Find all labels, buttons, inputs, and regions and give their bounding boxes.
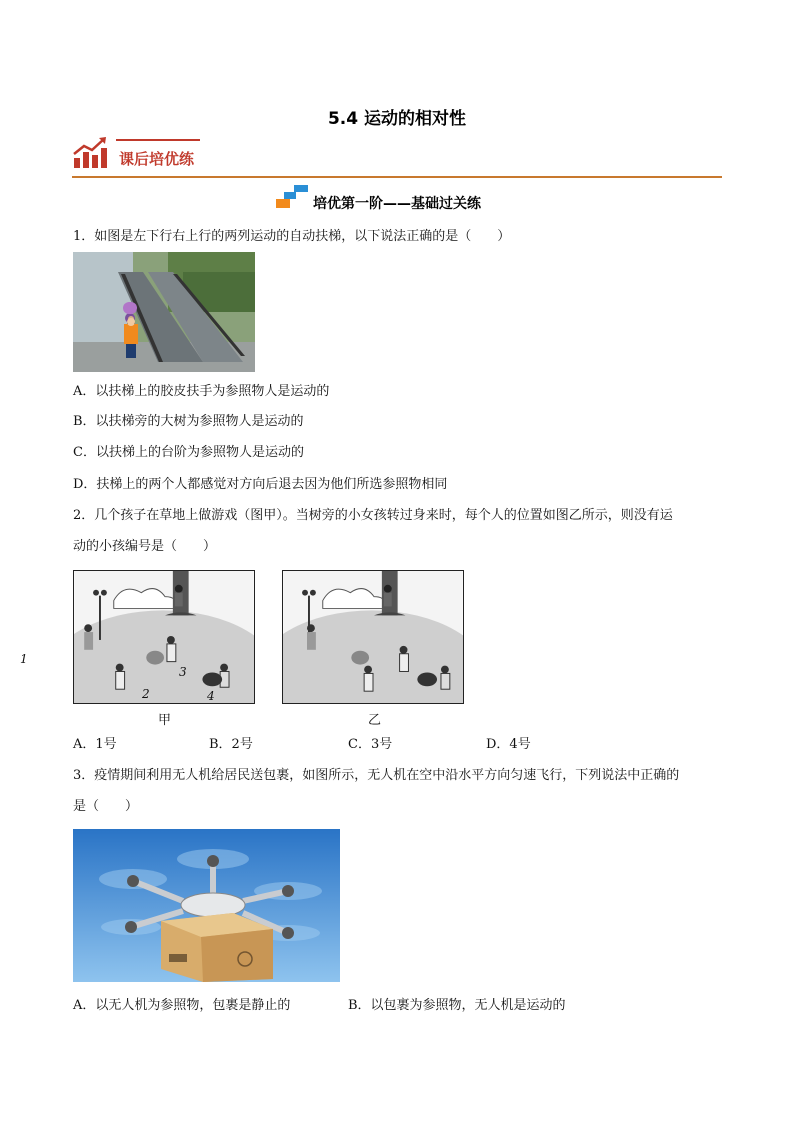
section-divider — [72, 176, 722, 178]
q2-option-d: D．4号 — [486, 737, 531, 752]
q2-stem-line1: 2．几个孩子在草地上做游戏（图甲）。当树旁的小女孩转过身来时，每个人的位置如图乙所示，则没有运 — [73, 508, 673, 523]
q1-option-d: D．扶梯上的两个人都感觉对方向后退去因为他们所选参照物相同 — [73, 477, 448, 492]
playground-figure-jia — [73, 570, 255, 704]
fig1-number-1: 1 — [20, 652, 28, 666]
section-top-line — [116, 139, 200, 141]
fig1-number-3: 3 — [179, 665, 187, 679]
q1-option-b: B．以扶梯旁的大树为参照物人是运动的 — [73, 414, 304, 429]
chart-growth-icon — [72, 136, 108, 170]
q2-option-c: C．3号 — [348, 737, 393, 752]
fig1-number-2: 2 — [142, 687, 150, 701]
fig1-caption: 甲 — [158, 713, 172, 728]
fig2-caption: 乙 — [368, 713, 382, 728]
q1-stem: 1．如图是左下行右上行的两列运动的自动扶梯，以下说法正确的是（ ） — [73, 229, 511, 244]
q1-option-c: C．以扶梯上的台阶为参照物人是运动的 — [73, 445, 304, 460]
section-label: 课后培优练 — [119, 150, 195, 168]
q3-option-b: B．以包裹为参照物，无人机是运动的 — [348, 998, 566, 1013]
stairs-icon — [276, 183, 310, 209]
q1-option-a: A．以扶梯上的胶皮扶手为参照物人是运动的 — [73, 384, 330, 399]
subsection-label: 培优第一阶——基础过关练 — [313, 196, 481, 212]
playground-figure-yi — [282, 570, 464, 704]
q3-stem-line2: 是（ ） — [73, 799, 139, 814]
q2-option-b: B．2号 — [209, 737, 253, 752]
q2-option-a: A．1号 — [73, 737, 117, 752]
page-title: 5.4 运动的相对性 — [327, 109, 467, 129]
drone-package-photo — [73, 829, 340, 982]
q3-stem-line1: 3．疫情期间利用无人机给居民送包裹，如图所示，无人机在空中沿水平方向匀速飞行，下列说法中正确的 — [73, 768, 680, 783]
escalator-photo — [73, 252, 255, 372]
fig1-number-4: 4 — [207, 689, 215, 703]
q3-option-a: A．以无人机为参照物，包裹是静止的 — [73, 998, 291, 1013]
q2-stem-line2: 动的小孩编号是（ ） — [73, 539, 217, 554]
